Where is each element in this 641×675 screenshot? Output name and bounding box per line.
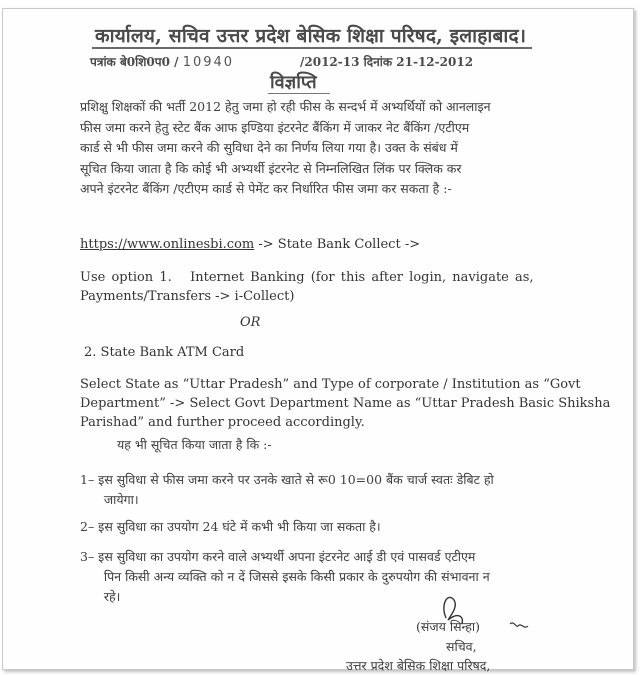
- notice-title: विज्ञप्ति: [270, 72, 317, 93]
- office-heading: कार्यालय, सचिव उत्तर प्रदेश बेसिक शिक्षा परिषद, इलाहाबाद।: [95, 25, 527, 47]
- intro-line: कार्ड से भी फीस जमा करने की सुविधा देने का निर्णय लिया गया है। उक्त के संबंध में: [80, 140, 458, 155]
- sbi-url-link[interactable]: https://www.onlinesbi.com: [80, 237, 255, 252]
- intro-line: फीस जमा करने हेतु स्टेट बैंक आफ इण्डिया इंटरनेट बैंकिंग में जाकर नेट बैंकिंग /एटीएम: [80, 119, 470, 135]
- reference-number: [90, 53, 234, 70]
- point-line: 3– इस सुविधा का उपयोग करने वाले अभ्यर्थी अपना इंटरनेट आई डी एवं पासवर्ड एटीएम: [80, 549, 476, 564]
- or-separator: OR: [240, 315, 261, 330]
- point-2: [80, 517, 381, 537]
- select-instructions: [80, 375, 610, 432]
- signatory-designation: सचिव,: [446, 639, 477, 654]
- signatory-organization: उत्तर प्रदेश बेसिक शिक्षा परिषद,: [346, 658, 491, 673]
- intro-line: अपने इंटरनेट बैंकिंग /एटीएम कार्ड से पेमेंट कर निर्धारित फीस जमा कर सकता है :-: [80, 181, 452, 196]
- select-line: Select State as “Uttar Pradesh” and Type of corporate / Institution as “Govt: [80, 377, 581, 392]
- intro-paragraph: [80, 97, 491, 200]
- heading-underline: [92, 47, 532, 49]
- intro-line: सूचित किया जाता है कि कोई भी अभ्यर्थी इंटरनेट से निम्नलिखित लिंक पर क्लिक कर: [80, 160, 462, 176]
- point-1: [80, 470, 494, 510]
- point-line: रहे।: [80, 589, 121, 604]
- option1-text: [80, 268, 534, 306]
- reference-prefix: पत्रांक बे0शि0प0 /: [90, 55, 179, 69]
- signatory-name: (संजय सिन्हा): [416, 619, 481, 634]
- sbi-link-line: [80, 237, 420, 252]
- reference-date: /2012-13 दिनांक 21-12-2012: [300, 55, 474, 69]
- also-notice: यह भी सूचित किया जाता है कि :-: [117, 437, 272, 452]
- point-line: 2– इस सुविधा का उपयोग 24 घंटे में कभी भी किया जा सकता है।: [80, 519, 381, 534]
- point-line: 1– इस सुविधा से फीस जमा करने पर उनके खाते से रू0 10=00 बैंक चार्ज स्वतः डेबिट हो: [80, 472, 494, 487]
- link-path: -> State Bank Collect ->: [254, 237, 421, 252]
- notice-title-underline: [268, 93, 330, 94]
- point-line: जायेगा।: [80, 492, 139, 507]
- handwritten-number: 10940: [182, 55, 235, 70]
- option1-line: Payments/Transfers -> i-Collect): [80, 289, 295, 304]
- option2-heading: 2. State Bank ATM Card: [84, 345, 245, 360]
- select-line: Parishad” and further proceed accordingly.: [80, 415, 365, 430]
- select-line: Department” -> Select Govt Department Name as “Uttar Pradesh Basic Shiksha: [80, 396, 611, 411]
- point-line: पिन किसी अन्य व्यक्ति को न दें जिससे इसके किसी प्रकार के दुरुपयोग की संभावना न: [80, 569, 490, 584]
- intro-line: प्रशिक्षु शिक्षकों की भर्ती 2012 हेतु जमा हो रही फीस के सन्दर्भ में अभ्यर्थियों को आनलाइन: [80, 99, 491, 114]
- option1-line: Use option 1. Internet Banking (for this after login, navigate as,: [80, 270, 534, 285]
